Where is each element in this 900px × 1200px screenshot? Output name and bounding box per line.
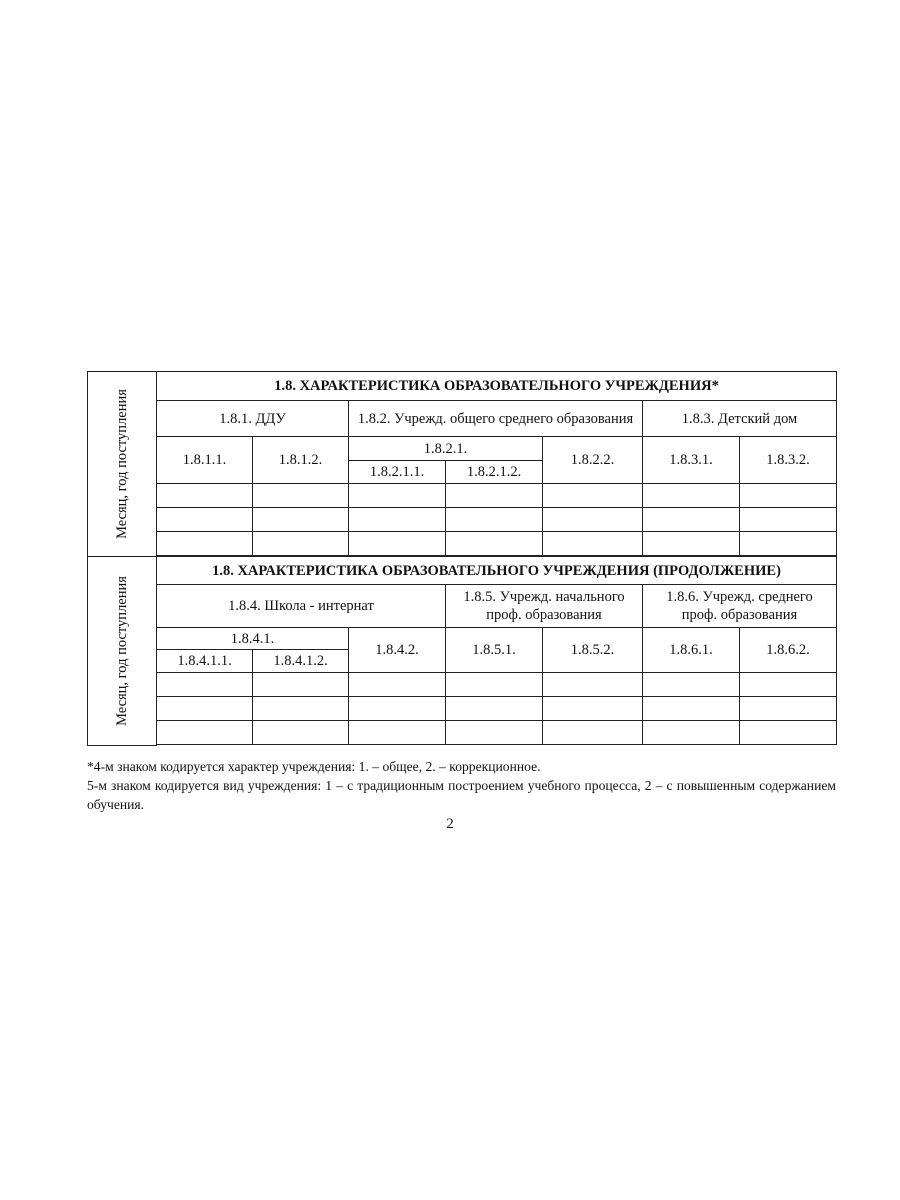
group-header-line: 1.8.5. Учрежд. начального [463,589,625,605]
table-cell[interactable] [740,508,837,532]
table-cell[interactable] [157,532,253,556]
table-cell[interactable] [543,673,643,697]
table-cell[interactable] [349,484,446,508]
table-cell[interactable] [157,721,253,745]
column-header: 1.8.3.2. [740,437,837,484]
table-cell[interactable] [740,697,837,721]
column-header: 1.8.6.1. [643,628,740,673]
table-cell[interactable] [349,508,446,532]
table-cell[interactable] [253,697,349,721]
table-cell[interactable] [349,532,446,556]
table-cell[interactable] [253,532,349,556]
table-cell[interactable] [349,697,446,721]
column-header: 1.8.4.1.1. [157,650,253,673]
column-header: 1.8.2.1.1. [349,461,446,484]
column-header: 1.8.2.1. [349,437,543,461]
table-cell[interactable] [157,484,253,508]
section-title: 1.8. ХАРАКТЕРИСТИКА ОБРАЗОВАТЕЛЬНОГО УЧРЕЖДЕНИЯ* [157,372,837,401]
table-cell[interactable] [643,484,740,508]
table-cell[interactable] [740,721,837,745]
table-cell[interactable] [446,721,543,745]
table-cell[interactable] [643,532,740,556]
side-label-cell [88,372,157,557]
characteristics-table-1 [87,371,837,557]
footnote: *4-м знаком кодируется характер учреждения: 1. – общее, 2. – коррекционное. [87,759,541,774]
group-header-line: проф. образования [681,607,798,623]
table-cell[interactable] [157,697,253,721]
table-cell[interactable] [157,508,253,532]
table-cell[interactable] [253,673,349,697]
group-header-line: проф. образования [486,607,602,623]
column-header: 1.8.1.2. [253,437,349,484]
group-header-ddu: 1.8.1. ДДУ [157,401,349,437]
table-cell[interactable] [349,673,446,697]
group-header-boarding-school: 1.8.4. Школа - интернат [157,585,446,628]
footnotes [87,757,836,814]
table-cell[interactable] [740,532,837,556]
side-label-cell [88,557,157,746]
table-cell[interactable] [253,508,349,532]
column-header: 1.8.2.2. [543,437,643,484]
table-cell[interactable] [446,484,543,508]
footnote: 5-м знаком кодируется вид учреждения: 1 – с традиционным построением учебного процесса, 2 – с повышенным содержанием обучения. [87,778,836,812]
column-header: 1.8.4.1. [157,628,349,650]
column-header: 1.8.3.1. [643,437,740,484]
table-cell[interactable] [543,532,643,556]
table-cell[interactable] [643,508,740,532]
table-row [88,508,837,532]
page-number: 2 [446,816,454,832]
table-cell[interactable] [157,673,253,697]
table-cell[interactable] [446,697,543,721]
table-row [88,484,837,508]
column-header: 1.8.5.2. [543,628,643,673]
table-cell[interactable] [543,484,643,508]
table-cell[interactable] [643,721,740,745]
column-header: 1.8.5.1. [446,628,543,673]
table-row [88,673,837,697]
table-row [88,532,837,556]
table-cell[interactable] [543,721,643,745]
table-cell[interactable] [740,484,837,508]
table-cell[interactable] [446,673,543,697]
table-cell[interactable] [446,532,543,556]
table-cell[interactable] [643,697,740,721]
column-header: 1.8.6.2. [740,628,837,673]
table-cell[interactable] [446,508,543,532]
group-header-line: 1.8.6. Учрежд. среднего [666,589,813,605]
table-cell[interactable] [253,484,349,508]
group-header-primary-prof [446,585,643,628]
table-cell[interactable] [253,721,349,745]
group-header-secondary-prof [643,585,837,628]
table-cell[interactable] [543,697,643,721]
table-row [88,697,837,721]
side-label: Месяц, год поступления [114,388,130,539]
column-header: 1.8.2.1.2. [446,461,543,484]
side-label: Месяц, год поступления [114,575,130,726]
table-cell[interactable] [643,673,740,697]
characteristics-table-2 [87,556,837,746]
column-header: 1.8.1.1. [157,437,253,484]
group-header-general-education: 1.8.2. Учрежд. общего среднего образования [349,401,643,437]
table-cell[interactable] [543,508,643,532]
column-header: 1.8.4.2. [349,628,446,673]
group-header-orphanage: 1.8.3. Детский дом [643,401,837,437]
table-cell[interactable] [740,673,837,697]
table-cell[interactable] [349,721,446,745]
column-header: 1.8.4.1.2. [253,650,349,673]
section-title: 1.8. ХАРАКТЕРИСТИКА ОБРАЗОВАТЕЛЬНОГО УЧРЕЖДЕНИЯ (ПРОДОЛЖЕНИЕ) [157,557,837,585]
table-row [88,721,837,745]
